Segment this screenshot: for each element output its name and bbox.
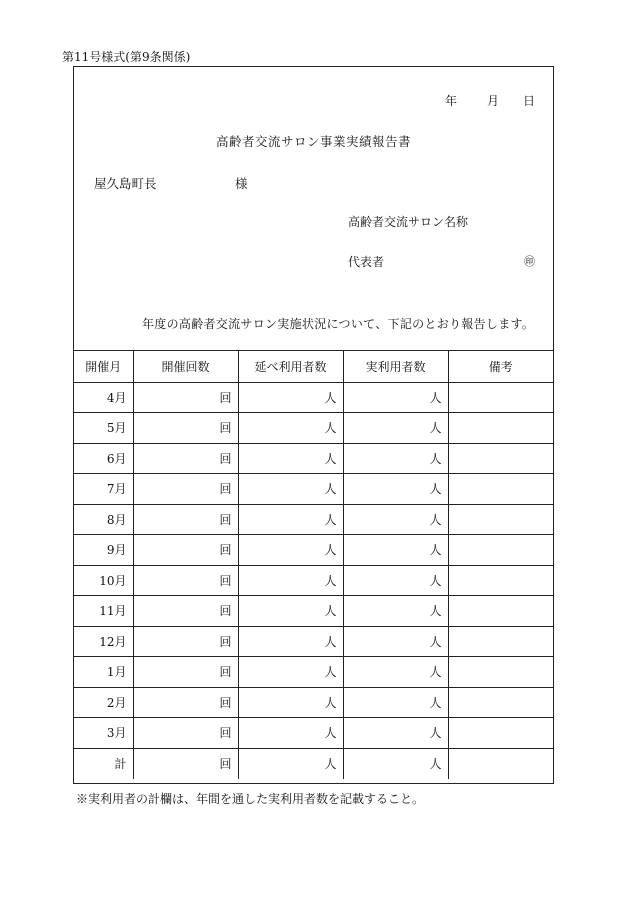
table-row: [74, 382, 553, 413]
remarks-cell[interactable]: [448, 504, 553, 535]
addressee: 屋久島町長: [94, 176, 157, 191]
table-row: [74, 626, 553, 657]
actual-users-cell: 人: [343, 443, 448, 474]
header-total-users: 延べ利用者数: [238, 351, 343, 382]
total-users-cell: 人: [238, 626, 343, 657]
total-users-cell: 人: [238, 535, 343, 566]
total-users-cell: 人: [238, 565, 343, 596]
report-form-frame: [73, 66, 554, 784]
table-row: [74, 748, 553, 779]
total-users-cell: 人: [238, 657, 343, 688]
month-cell: 10月: [74, 565, 133, 596]
times-cell: 回: [133, 474, 238, 505]
table-row: [74, 687, 553, 718]
remarks-cell[interactable]: [448, 443, 553, 474]
actual-users-cell: 人: [343, 657, 448, 688]
month-cell: 5月: [74, 413, 133, 444]
total-users-cell: 人: [238, 504, 343, 535]
table-row: [74, 443, 553, 474]
actual-users-cell: 人: [343, 626, 448, 657]
month-cell: 11月: [74, 596, 133, 627]
actual-users-cell: 人: [343, 504, 448, 535]
representative-label: 代表者: [348, 255, 385, 269]
salon-name-label: 高齢者交流サロン名称: [348, 215, 469, 229]
actual-users-cell: 人: [343, 474, 448, 505]
remarks-cell[interactable]: [448, 474, 553, 505]
actual-users-cell: 人: [343, 596, 448, 627]
actual-users-cell: 人: [343, 535, 448, 566]
times-cell: 回: [133, 504, 238, 535]
date-month-label: 月: [486, 94, 499, 108]
actual-users-cell: 人: [343, 748, 448, 779]
footnote: ※実利用者の計欄は、年間を通した実利用者数を記載すること。: [76, 792, 425, 806]
header-month: 開催月: [74, 351, 133, 382]
remarks-cell[interactable]: [448, 718, 553, 749]
month-cell: 2月: [74, 687, 133, 718]
total-users-cell: 人: [238, 382, 343, 413]
total-users-cell: 人: [238, 596, 343, 627]
report-header: [74, 67, 553, 351]
times-cell: 回: [133, 443, 238, 474]
remarks-cell[interactable]: [448, 626, 553, 657]
table-row: [74, 474, 553, 505]
remarks-cell[interactable]: [448, 382, 553, 413]
month-cell: 7月: [74, 474, 133, 505]
month-cell: 12月: [74, 626, 133, 657]
month-cell: 3月: [74, 718, 133, 749]
remarks-cell[interactable]: [448, 657, 553, 688]
total-users-cell: 人: [238, 474, 343, 505]
times-cell: 回: [133, 565, 238, 596]
date-year-label: 年: [444, 94, 457, 108]
month-cell: 計: [74, 748, 133, 779]
remarks-cell[interactable]: [448, 565, 553, 596]
report-statement: 年度の高齢者交流サロン実施状況について、下記のとおり報告します。: [142, 317, 535, 331]
header-actual-users: 実利用者数: [343, 351, 448, 382]
remarks-cell[interactable]: [448, 596, 553, 627]
times-cell: 回: [133, 535, 238, 566]
table-row: [74, 504, 553, 535]
actual-users-cell: 人: [343, 718, 448, 749]
times-cell: 回: [133, 626, 238, 657]
times-cell: 回: [133, 413, 238, 444]
times-cell: 回: [133, 687, 238, 718]
actual-users-cell: 人: [343, 382, 448, 413]
activity-table: [74, 351, 553, 779]
times-cell: 回: [133, 382, 238, 413]
actual-users-cell: 人: [343, 413, 448, 444]
times-cell: 回: [133, 718, 238, 749]
actual-users-cell: 人: [343, 687, 448, 718]
header-times: 開催回数: [133, 351, 238, 382]
form-number: 第11号様式(第9条関係): [62, 50, 191, 64]
date-line: [445, 92, 535, 109]
table-header-row: [74, 351, 553, 382]
month-cell: 6月: [74, 443, 133, 474]
times-cell: 回: [133, 748, 238, 779]
month-cell: 8月: [74, 504, 133, 535]
honorific: 様: [235, 176, 248, 191]
month-cell: 4月: [74, 382, 133, 413]
date-day-label: 日: [522, 94, 535, 108]
total-users-cell: 人: [238, 718, 343, 749]
remarks-cell[interactable]: [448, 413, 553, 444]
remarks-cell[interactable]: [448, 535, 553, 566]
times-cell: 回: [133, 657, 238, 688]
month-cell: 1月: [74, 657, 133, 688]
seal-icon: ㊞: [524, 255, 535, 268]
total-users-cell: 人: [238, 748, 343, 779]
total-users-cell: 人: [238, 443, 343, 474]
total-users-cell: 人: [238, 413, 343, 444]
table-row: [74, 718, 553, 749]
actual-users-cell: 人: [343, 565, 448, 596]
times-cell: 回: [133, 596, 238, 627]
table-row: [74, 535, 553, 566]
table-row: [74, 657, 553, 688]
table-row: [74, 596, 553, 627]
header-remarks: 備考: [448, 351, 553, 382]
total-users-cell: 人: [238, 687, 343, 718]
table-row: [74, 413, 553, 444]
document-title: 高齢者交流サロン事業実績報告書: [215, 134, 411, 149]
month-cell: 9月: [74, 535, 133, 566]
table-row: [74, 565, 553, 596]
remarks-cell[interactable]: [448, 748, 553, 779]
remarks-cell[interactable]: [448, 687, 553, 718]
